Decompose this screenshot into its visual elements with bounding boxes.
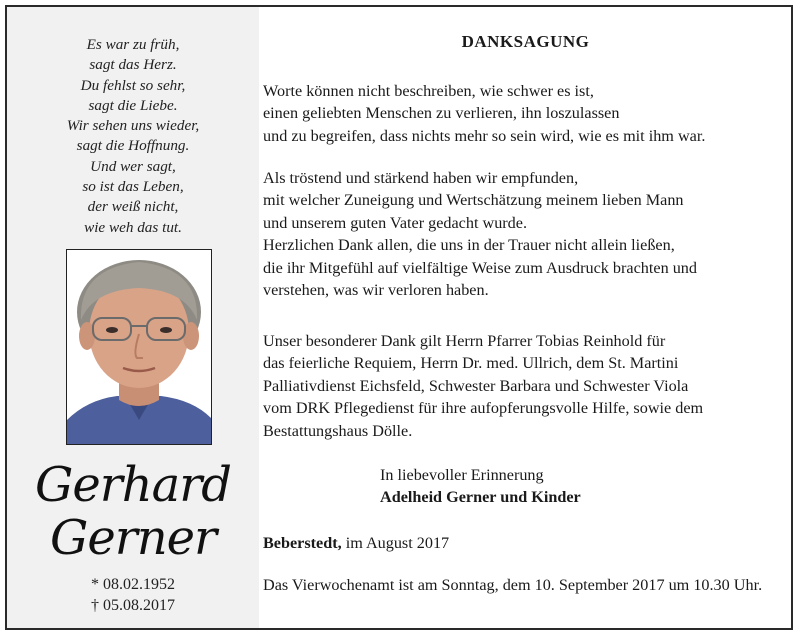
obituary-frame	[5, 5, 793, 630]
poem	[7, 35, 259, 238]
memorial-side-panel	[7, 7, 259, 628]
closing-line: In liebevoller Erinnerung	[380, 466, 544, 484]
poem-line: wie weh das tut.	[84, 218, 182, 236]
poem-line: sagt die Liebe.	[88, 96, 178, 114]
text-line: vom DRK Pflegedienst für ihre aufopferungsvolle Hilfe, sowie dem	[263, 399, 704, 418]
deceased-last-name: Gerner	[50, 510, 216, 566]
thanks-notice	[260, 7, 791, 628]
text-line: das feierliche Requiem, Herrn Dr. med. Ullrich, dem St. Martini	[263, 354, 679, 373]
poem-line: Du fehlst so sehr,	[80, 76, 186, 94]
paragraph-special-thanks	[263, 330, 783, 442]
poem-line: Wir sehen uns wieder,	[66, 117, 200, 135]
text-line: Worte können nicht beschreiben, wie schwer es ist,	[263, 82, 594, 100]
paragraph-gratitude	[263, 167, 783, 301]
text-line: und zu begreifen, dass nichts mehr so sein wird, wie es mit ihm war.	[263, 126, 706, 145]
portrait-photo	[66, 249, 212, 445]
portrait-illustration	[67, 250, 211, 444]
poem-line: so ist das Leben,	[82, 178, 184, 196]
text-line: und unserem guten Vater gedacht wurde.	[263, 213, 528, 232]
notice-title: DANKSAGUNG	[461, 32, 590, 51]
text-line: einen geliebten Menschen zu verlieren, ihn loszulassen	[263, 104, 620, 123]
text-line: Palliativdienst Eichsfeld, Schwester Barbara und Schwester Viola	[263, 376, 689, 395]
place-name: Beberstedt,	[263, 534, 342, 552]
text-line: Als tröstend und stärkend haben wir empfunden,	[263, 169, 579, 187]
signature-block	[380, 464, 581, 509]
place-and-date	[263, 534, 449, 553]
notice-date: im August 2017	[341, 534, 450, 552]
poem-line: sagt das Herz.	[89, 56, 177, 74]
poem-line: Und wer sagt,	[90, 157, 176, 175]
text-line: Herzlichen Dank allen, die uns in der Trauer nicht allein ließen,	[263, 236, 675, 255]
text-line: verstehen, was wir verloren haben.	[263, 281, 489, 300]
poem-line: sagt die Hoffnung.	[76, 137, 190, 155]
life-dates	[7, 574, 259, 616]
poem-line: Es war zu früh,	[86, 36, 180, 53]
family-signature: Adelheid Gerner und Kinder	[380, 488, 581, 507]
text-line: Bestattungshaus Dölle.	[263, 421, 413, 440]
text-line: Unser besonderer Dank gilt Herrn Pfarrer Tobias Reinhold für	[263, 332, 666, 350]
text-line: mit welcher Zuneigung und Wertschätzung meinem lieben Mann	[263, 191, 684, 210]
death-date: † 05.08.2017	[91, 597, 175, 614]
poem-line: der weiß nicht,	[87, 198, 179, 216]
birth-date: * 08.02.1952	[91, 576, 175, 593]
memorial-service-notice: Das Vierwochenamt ist am Sonntag, dem 10. September 2017 um 10.30 Uhr.	[263, 576, 763, 594]
text-line: die ihr Mitgefühl auf vielfältige Weise zum Ausdruck brachten und	[263, 258, 697, 277]
paragraph-intro	[263, 80, 783, 147]
deceased-first-name: Gerhard	[35, 457, 231, 513]
